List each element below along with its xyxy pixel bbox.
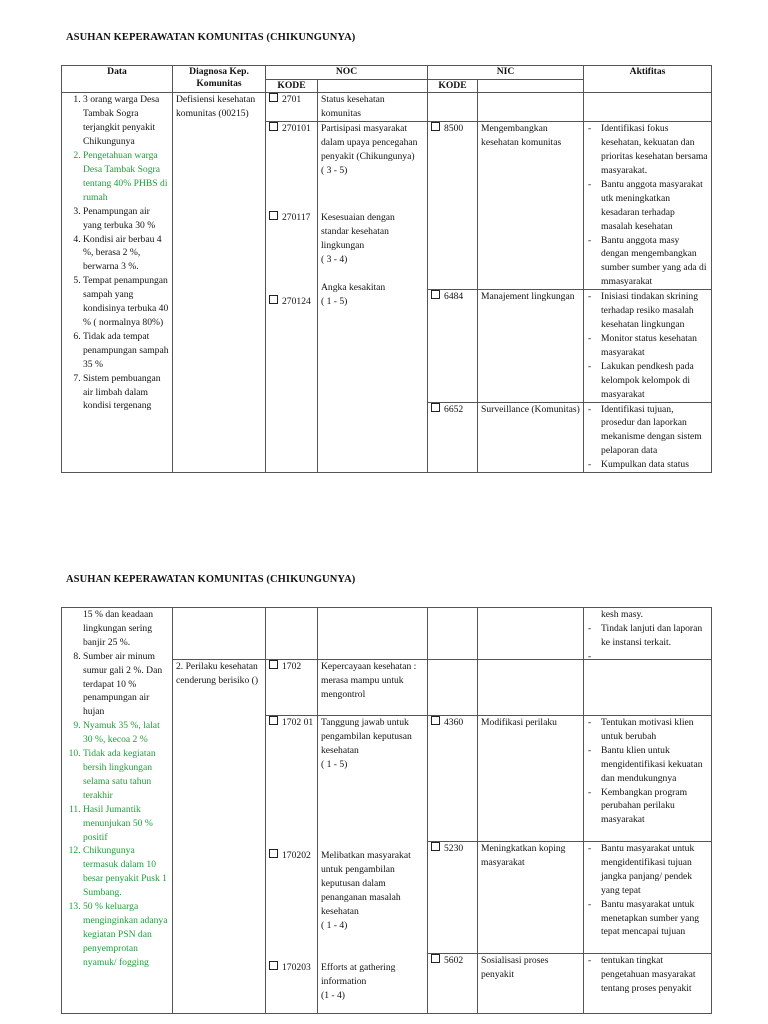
header-nic: NIC	[428, 66, 584, 80]
header-kode-noc: KODE	[266, 80, 318, 93]
list-item: 5. Tempat penampungan sampah yang kondisinya terbuka 40 % ( normalnya 80%)	[83, 274, 169, 330]
activity-item: - kesh masy.	[601, 608, 708, 622]
list-item: 9. Nyamuk 35 %, lalat 30 %, kecoa 2 %	[83, 719, 169, 747]
checkbox-icon[interactable]	[269, 93, 278, 102]
header-diagnosa: Diagnosa Kep. Komunitas	[173, 66, 266, 93]
list-item: 15 % dan keadaan lingkungan sering banjir 25 %.	[83, 609, 154, 648]
noc-desc: Partisipasi masyarakat dalam upaya pencegahan penyakit (Chikungunya)	[321, 123, 418, 163]
noc-desc: Melibatkan masyarakat untuk pengambilan keputusan dalam penanganan masalah kesehatan	[321, 850, 411, 917]
list-item: 11. Hasil Jumantik menunjukan 50 % positif	[83, 803, 169, 845]
nic-desc: Meningkatkan koping masyarakat	[478, 842, 584, 954]
checkbox-icon[interactable]	[269, 961, 278, 970]
activity-item: - Tindak lanjuti dan laporan ke instansi terkait.	[601, 622, 708, 650]
noc-scale: ( 3 - 5)	[321, 165, 348, 176]
nic-desc: Sosialisasi proses penyakit	[478, 954, 584, 1014]
noc-desc: Kesesuaian dengan standar kesehatan lingkungan	[321, 212, 395, 252]
noc-kode: 2701	[266, 93, 318, 122]
checkbox-icon[interactable]	[269, 660, 278, 669]
checkbox-icon[interactable]	[431, 716, 440, 725]
nic-kode: 5602	[428, 954, 478, 1014]
activity-item: - Bantu masyarakat untuk mengidentifikasi tujuan jangka panjang/ pendek yang tepat	[601, 842, 708, 898]
noc-scale: ( 1 - 5)	[321, 296, 348, 308]
checkbox-icon[interactable]	[269, 122, 278, 131]
checkbox-icon[interactable]	[269, 211, 278, 220]
nic-kode: 8500	[428, 122, 478, 290]
checkbox-icon[interactable]	[431, 403, 440, 412]
checkbox-icon[interactable]	[431, 842, 440, 851]
list-item: 6. Tidak ada tempat penampungan sampah 35 %	[83, 330, 169, 372]
activity-item: - Kembangkan program perubahan perilaku masyarakat	[601, 786, 708, 828]
activity-item: - Identifikasi fokus kesehatan, kekuatan dan prioritas kesehatan bersama masyarakat.	[601, 122, 708, 178]
activity-item: - tentukan tingkat pengetahuan masyarakat tentang proses penyakit	[601, 954, 708, 996]
data-cell	[62, 608, 173, 1014]
aktifitas-cell	[584, 290, 712, 402]
activity-item: - Monitor status kesehatan masyarakat	[601, 332, 708, 360]
list-item: 12. Chikungunya termasuk dalam 10 besar penyakit Pusk 1 Sumbang.	[83, 844, 169, 900]
list-item: 3. Penampungan air yang terbuka 30 %	[83, 205, 169, 233]
aktifitas-cell	[584, 842, 712, 954]
noc-kode: 1702	[266, 660, 318, 716]
activity-item: - Tentukan motivasi klien untuk berubah	[601, 716, 708, 744]
nic-kode: 4360	[428, 716, 478, 842]
page-title: ASUHAN KEPERAWATAN KOMUNITAS (CHIKUNGUNYA)	[66, 32, 356, 43]
noc-desc: Status kesehatan komunitas	[318, 93, 428, 122]
noc-desc: Efforts at gathering information	[321, 962, 396, 987]
nic-desc: Surveillance (Komunitas)	[478, 402, 584, 473]
activity-item: - Bantu anggota masy dengan mengembangkan sumber sumber yang ada di mmasyarakat	[601, 234, 708, 290]
activity-item: - Inisiasi tindakan skrining terhadap resiko masalah kesehatan lingkungan	[601, 290, 708, 332]
activity-item: - Bantu masyarakat untuk menetapkan sumber yang tepat mencapai tujuan	[601, 898, 708, 940]
checkbox-icon[interactable]	[269, 849, 278, 858]
checkbox-icon[interactable]	[431, 122, 440, 131]
list-item: 2. Pengetahuan warga Desa Tambak Sogra tentang 40% PHBS di rumah	[83, 149, 169, 205]
checkbox-icon[interactable]	[269, 716, 278, 725]
list-item: 1. 3 orang warga Desa Tambak Sogra terjangkit penyakit Chikungunya	[83, 93, 169, 149]
checkbox-icon[interactable]	[431, 954, 440, 963]
list-item: 7. Sistem pembuangan air limbah dalam kondisi tergenang	[83, 372, 169, 414]
activity-item: - Kumpulkan data status	[601, 458, 708, 472]
noc-scale: ( 1 - 5)	[321, 758, 348, 770]
list-item: 13. 50 % keluarga menginginkan adanya kegiatan PSN dan penyemprotan nyamuk/ fogging	[83, 900, 169, 970]
page-title: ASUHAN KEPERAWATAN KOMUNITAS (CHIKUNGUNYA)	[66, 574, 356, 585]
noc-desc: Angka kesakitan	[321, 282, 386, 294]
aktifitas-cell	[584, 954, 712, 1014]
noc-scale: (1 - 4)	[321, 989, 345, 1001]
aktifitas-cell	[584, 122, 712, 290]
list-item: 10. Tidak ada kegiatan bersih lingkungan selama satu tahun terakhir	[83, 747, 169, 803]
noc-scale: ( 3 - 4)	[321, 254, 348, 265]
noc-desc-group	[318, 122, 428, 473]
data-cell	[62, 93, 173, 473]
checkbox-icon[interactable]	[431, 290, 440, 299]
nic-kode: 5230	[428, 842, 478, 954]
noc-desc: Tanggung jawab untuk pengambilan keputusan kesehatan	[321, 717, 412, 756]
nic-desc: Modifikasi perilaku	[478, 716, 584, 842]
nic-desc: Mengembangkan kesehatan komunitas	[478, 122, 584, 290]
aktifitas-cell	[584, 402, 712, 473]
noc-kode-group: 1702 01 170202 170203	[266, 716, 318, 1014]
header-kode-nic: KODE	[428, 80, 478, 93]
noc-scale: ( 1 - 4)	[321, 919, 348, 931]
activity-item: - Identifikasi tujuan, prosedur dan laporkan mekanisme dengan sistem pelaporan data	[601, 403, 708, 459]
care-plan-table	[61, 65, 712, 473]
activity-item: - Bantu klien untuk mengidentifikasi kekuatan dan mendukungnya	[601, 744, 708, 786]
diagnosa-cell: Defisiensi kesehatan komunitas (00215)	[173, 93, 266, 473]
activity-item: - Bantu anggota masyarakat utk meningkatkan kesadaran terhadap masalah kesehatan	[601, 178, 708, 234]
nic-kode: 6652	[428, 402, 478, 473]
list-item: 4. Kondisi air berbau 4 %, berasa 2 %, berwarna 3 %.	[83, 233, 169, 275]
noc-desc-group	[318, 716, 428, 1014]
noc-desc: Kepercayaan kesehatan : merasa mampu untuk mengontrol	[318, 660, 428, 716]
header-aktifitas: Aktifitas	[584, 66, 712, 93]
nic-kode: 6484	[428, 290, 478, 402]
nic-desc: Manajement lingkungan	[478, 290, 584, 402]
care-plan-table	[61, 607, 712, 1014]
aktifitas-cell	[584, 608, 712, 660]
activity-item: - Lakukan pendkesh pada kelompok kelompok di masyarakat	[601, 360, 708, 402]
noc-kode-group: 270101 270117 270124	[266, 122, 318, 473]
diagnosa-cell: 2. Perilaku kesehatan cenderung berisiko ()	[173, 660, 266, 1014]
aktifitas-cell	[584, 716, 712, 842]
checkbox-icon[interactable]	[269, 295, 278, 304]
data-list	[65, 608, 169, 970]
header-noc: NOC	[266, 66, 428, 80]
data-list	[65, 93, 169, 413]
header-data: Data	[62, 66, 173, 93]
list-item: 8. Sumber air minum sumur gali 2 %. Dan terdapat 10 % penampungan air hujan	[83, 650, 169, 720]
